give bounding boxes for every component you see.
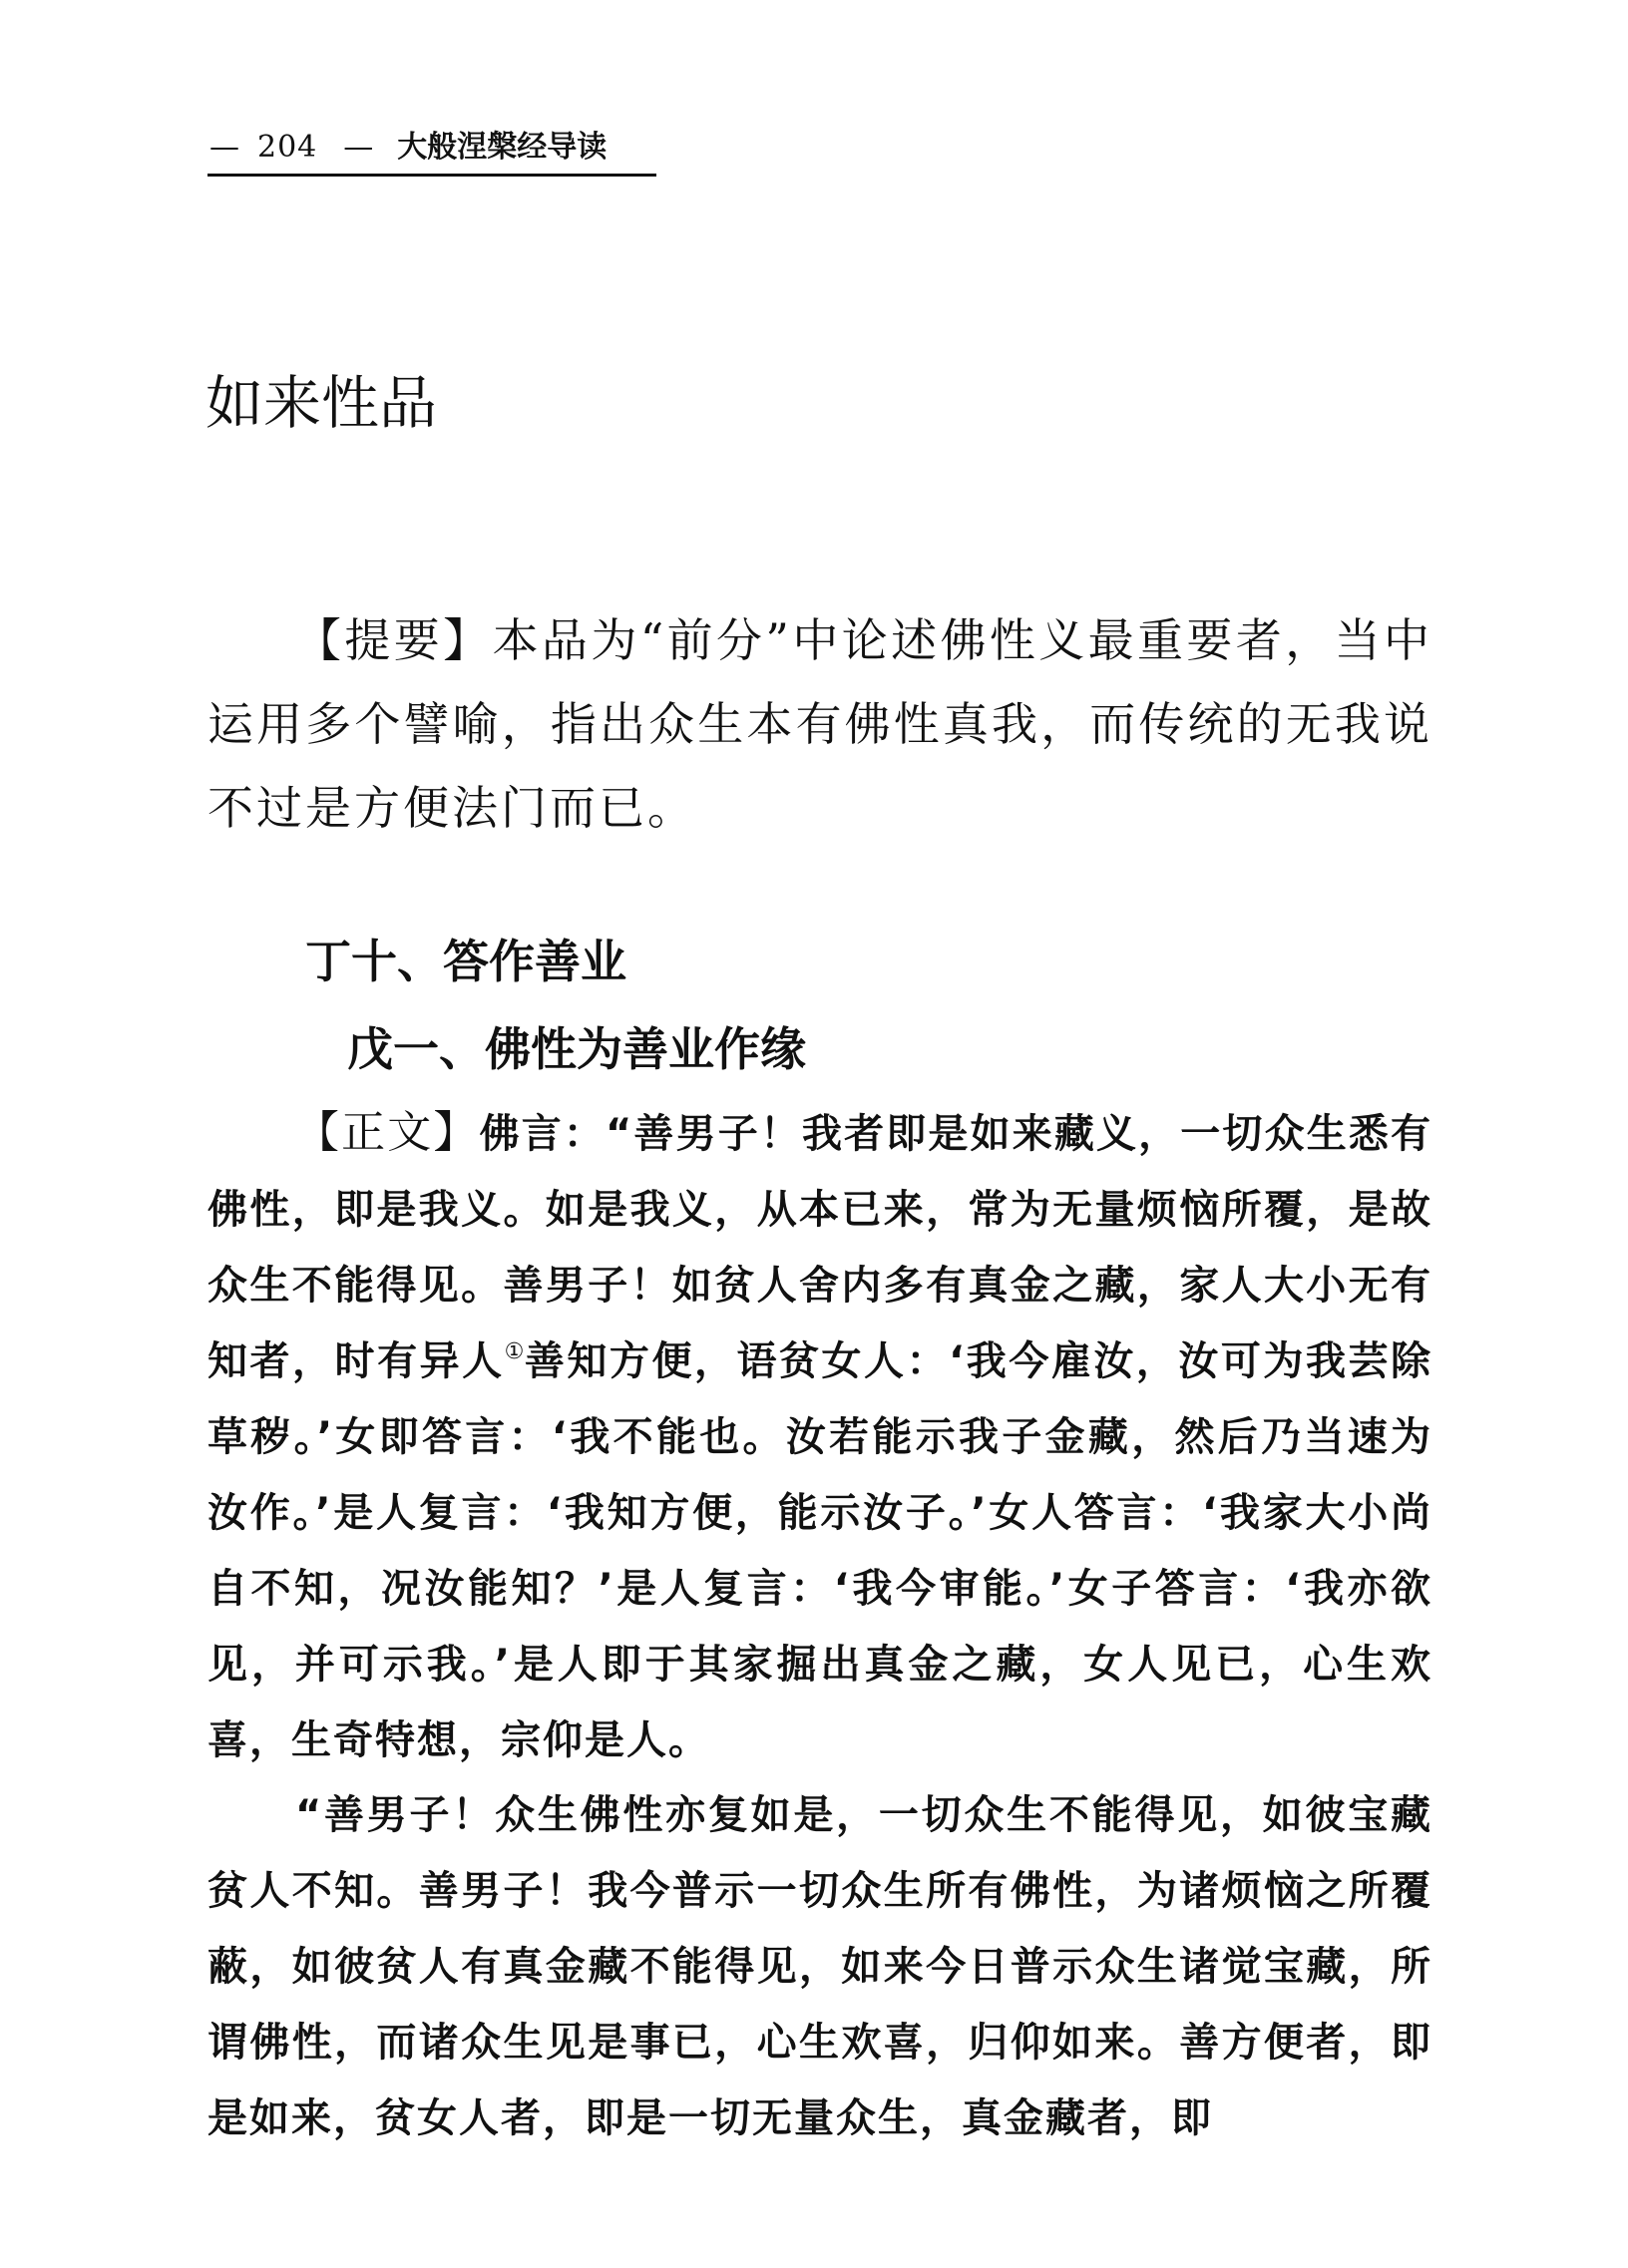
subsection-heading: 戊一、佛性为善业作缘 xyxy=(347,1022,806,1076)
book-title: 大般涅槃经导读 xyxy=(397,130,608,165)
footnote-marker[interactable]: ① xyxy=(504,1339,525,1364)
running-header xyxy=(207,126,656,177)
main-text-part-a: 佛言：“善男子！我者即是如来藏义，一切众生悉有佛性，即是我义。如是我义，从本已来，常为无量烦恼所覆，是故众生不能得见。善男子！如贫人舍内多有真金之藏，家人大小无有知者，时有异人 xyxy=(207,1111,1432,1384)
header-dash-left: — xyxy=(209,130,239,165)
chapter-title: 如来性品 xyxy=(205,369,438,437)
abstract-text: 本品为“前分”中论述佛性义最重要者，当中运用多个譬喻，指出众生本有佛性真我，而传统的无我说不过是方便法门而已。 xyxy=(207,613,1432,835)
main-text-paragraph-2: “善男子！众生佛性亦复如是，一切众生不能得见，如彼宝藏贫人不知。善男子！我今普示一切众生所有佛性，为诸烦恼之所覆蔽，如彼贫人有真金藏不能得见，如来今日普示众生诸觉宝藏，所谓佛性，而诸众生见是事已，心生欢喜，归仰如来。善方便者，即是如来，贫女人者，即是一切无量众生，真金藏者，即 xyxy=(207,1792,1432,2141)
abstract-label: 【提要】 xyxy=(295,613,493,667)
main-text-paragraph-1 xyxy=(207,1095,1432,1778)
header-dash-right: — xyxy=(343,130,374,165)
main-text-part-b: 善知方便，语贫女人：‘我今雇汝，汝可为我芸除草秽。’女即答言：‘我不能也。汝若能示我子金藏，然后乃当速为汝作。’是人复言：‘我知方便，能示汝子。’女人答言：‘我家大小尚自不知，况汝能知？’是人复言：‘我今审能。’女子答言：‘我亦欲见，并可示我。’是人即于其家掘出真金之藏，女人见已，心生欢喜，生奇特想，宗仰是人。 xyxy=(207,1338,1432,1763)
section-heading: 丁十、答作善业 xyxy=(305,935,626,988)
main-text-label: 【正文】 xyxy=(295,1107,480,1158)
page-number: 204 xyxy=(257,130,318,165)
abstract-paragraph xyxy=(207,598,1432,850)
